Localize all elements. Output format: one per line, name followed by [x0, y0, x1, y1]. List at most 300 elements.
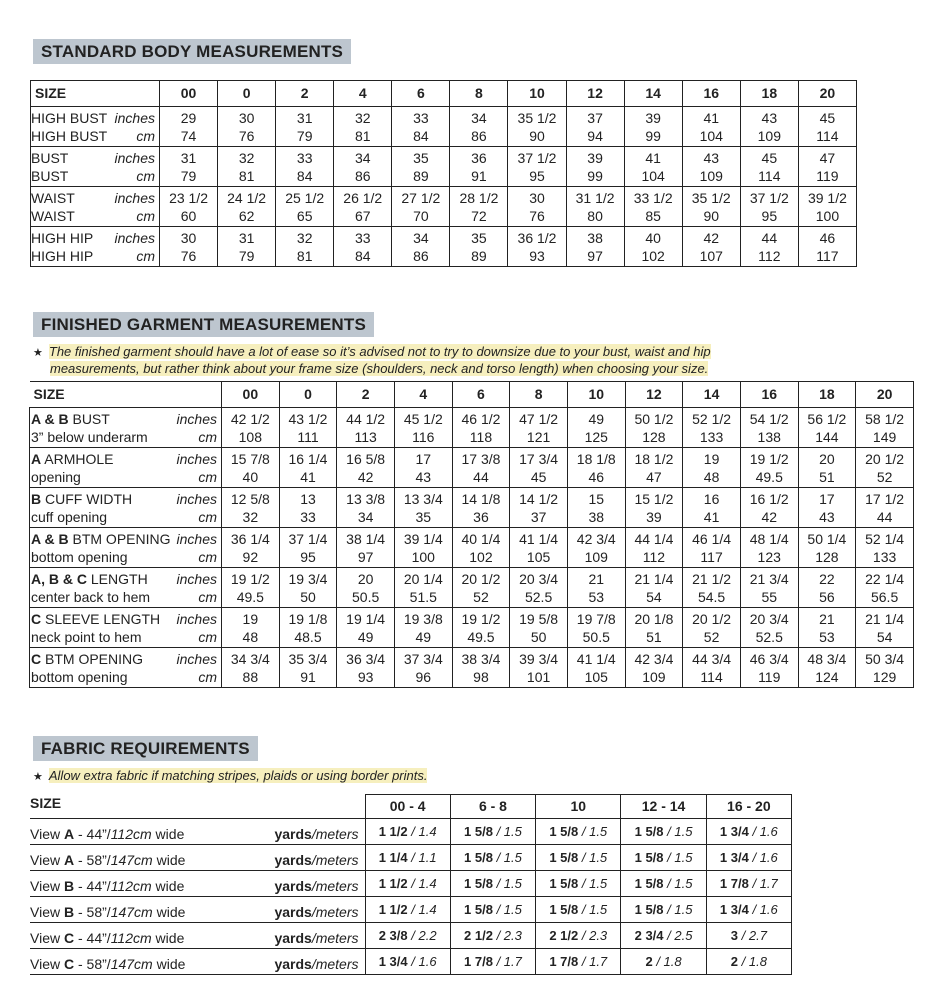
meters-value: / 1.5: [667, 824, 693, 839]
cm-value: 48: [703, 468, 720, 485]
wide-text: wide: [151, 930, 185, 946]
table-row: [30, 448, 914, 488]
table-cell: [536, 845, 621, 871]
inch-value: 31: [180, 149, 197, 166]
cm-value: 97: [587, 247, 603, 264]
table-row: [30, 897, 792, 923]
inch-value: 19 3/4: [288, 570, 328, 587]
inch-value: 17 1/2: [865, 490, 905, 507]
unit-label: [274, 930, 364, 947]
garment-measurements-title: FINISHED GARMENT MEASUREMENTS: [33, 312, 374, 337]
inch-value: 26 1/2: [343, 189, 383, 206]
inch-value: 33: [296, 149, 313, 166]
table-row: [30, 845, 792, 871]
table-cell: [798, 408, 856, 448]
table-cell: [337, 648, 395, 688]
table-cell: [452, 568, 510, 608]
size-col-header: 6 - 8: [450, 795, 535, 819]
table-row: [30, 528, 914, 568]
table-cell: [536, 949, 621, 975]
table-cell: [798, 227, 856, 267]
inch-value: 33: [354, 229, 371, 246]
size-col-header: 10: [508, 81, 566, 107]
table-cell: [567, 608, 625, 648]
table-cell: [740, 568, 798, 608]
meters-value: / 1.5: [581, 850, 608, 865]
table-cell: [394, 408, 452, 448]
cm-value: 86: [471, 127, 487, 144]
row-label: SLEEVE LENGTH: [41, 610, 161, 627]
table-cell: [334, 187, 392, 227]
size-col-header: 14: [683, 382, 741, 408]
table-cell: [621, 923, 706, 949]
meters-value: / 2.3: [496, 928, 522, 943]
table-row: [30, 648, 914, 688]
inch-value: 19 1/4: [346, 610, 386, 627]
inch-value: 15: [588, 490, 605, 507]
unit-label: cm: [136, 127, 155, 144]
view-letter: C: [63, 930, 75, 946]
unit-label: cm: [198, 628, 217, 645]
inch-value: 19 3/8: [403, 610, 443, 627]
row-sublabel: neck point to hem: [31, 628, 142, 645]
table-cell: [798, 568, 856, 608]
meters-unit: /meters: [311, 930, 359, 946]
cm-value: 52: [876, 468, 893, 485]
table-cell: [740, 107, 798, 147]
cm-value: 79: [296, 127, 313, 144]
cm-value: 100: [815, 207, 840, 224]
inch-value: 15 7/8: [230, 450, 270, 467]
size-col-header: 18: [798, 382, 856, 408]
size-col-header: 8: [510, 382, 568, 408]
table-cell: [392, 107, 450, 147]
unit-label: cm: [136, 247, 155, 264]
inch-value: 30: [238, 109, 255, 126]
inch-value: 35 1/2: [517, 109, 557, 126]
unit-label: inches: [176, 410, 217, 427]
cm-value: 108: [238, 428, 262, 445]
table-cell: [625, 528, 683, 568]
inch-value: 14 1/8: [461, 490, 501, 507]
table-cell: [740, 448, 798, 488]
size-col-header: 16 - 20: [706, 795, 791, 819]
unit-label: inches: [176, 570, 217, 587]
inch-value: 21 3/4: [749, 570, 789, 587]
table-cell: [510, 568, 568, 608]
meters-value: / 1.8: [741, 954, 767, 969]
row-label: BUST: [68, 410, 110, 427]
table-cell: [683, 528, 741, 568]
table-cell: [683, 648, 741, 688]
cm-value: 62: [238, 207, 255, 224]
table-cell: [624, 147, 682, 187]
cm-value: 118: [469, 428, 493, 445]
cm-value: 40: [242, 468, 259, 485]
table-cell: [856, 448, 914, 488]
table-cell: [450, 107, 508, 147]
table-cell: [621, 871, 706, 897]
table-cell: [706, 819, 791, 845]
view-letters: A & B: [31, 410, 69, 427]
table-cell: [160, 227, 218, 267]
measurement-label: [30, 408, 222, 448]
measurement-label: [31, 187, 160, 227]
wide-text: wide: [152, 904, 186, 920]
row-sublabel: center back to hem: [31, 588, 151, 605]
meters-value: / 1.4: [411, 824, 437, 839]
inch-value: 45: [761, 149, 778, 166]
cm-value: 80: [587, 207, 603, 224]
inch-value: 20 3/4: [519, 570, 559, 587]
table-cell: [279, 648, 337, 688]
width-cm: 112cm: [110, 930, 152, 946]
inch-value: 30: [529, 189, 545, 206]
width-cm: 112cm: [110, 826, 152, 842]
table-cell: [365, 845, 450, 871]
cm-value: 124: [815, 668, 839, 685]
table-cell: [510, 408, 568, 448]
inch-value: 42 3/4: [576, 530, 616, 547]
table-cell: [218, 187, 276, 227]
table-cell: [222, 488, 280, 528]
inch-value: 46: [819, 229, 836, 246]
yards-value: 1 5/8: [549, 902, 579, 917]
yards-value: 2: [730, 954, 738, 969]
inch-value: 37 3/4: [403, 650, 443, 667]
fabric-view-label: [30, 819, 365, 845]
inch-value: 38 1/4: [346, 530, 386, 547]
inch-value: 20 1/4: [403, 570, 443, 587]
meters-value: / 1.5: [496, 902, 522, 917]
unit-label: inches: [114, 229, 155, 246]
yards-unit: yards: [274, 904, 312, 920]
table-cell: [450, 897, 535, 923]
row-sublabel: 3” below underarm: [31, 428, 148, 445]
table-cell: [450, 147, 508, 187]
table-cell: [365, 819, 450, 845]
table-cell: [798, 608, 856, 648]
cm-value: 138: [757, 428, 781, 445]
cm-value: 76: [529, 207, 545, 224]
inch-value: 49: [588, 410, 605, 427]
width-cm: 147cm: [110, 852, 153, 868]
inch-value: 13: [300, 490, 316, 507]
cm-value: 90: [703, 207, 720, 224]
table-cell: [452, 408, 510, 448]
yards-value: 1 5/8: [549, 824, 579, 839]
cm-value: 44: [876, 508, 893, 525]
fabric-view-label: [30, 949, 365, 975]
unit-label: cm: [198, 508, 217, 525]
inch-value: 40 1/4: [461, 530, 501, 547]
row-label: BUST: [31, 149, 69, 166]
wide-text: wide: [151, 878, 185, 894]
inch-value: 38 3/4: [461, 650, 501, 667]
table-cell: [682, 227, 740, 267]
inch-value: 24 1/2: [227, 189, 267, 206]
inch-value: 44 3/4: [692, 650, 732, 667]
cm-value: 55: [761, 588, 778, 605]
table-cell: [392, 227, 450, 267]
meters-value: / 1.6: [411, 954, 437, 969]
row-label: HIGH BUST: [31, 109, 108, 126]
cm-value: 117: [700, 548, 723, 565]
cm-value: 38: [588, 508, 605, 525]
yards-value: 1 3/4: [719, 850, 749, 865]
meters-value: / 1.5: [496, 850, 522, 865]
fabric-view-label: [30, 923, 365, 949]
inch-value: 14 1/2: [519, 490, 559, 507]
inch-value: 32: [354, 109, 371, 126]
size-col-header: 2: [337, 382, 395, 408]
unit-label: cm: [136, 207, 155, 224]
table-cell: [452, 608, 510, 648]
table-cell: [222, 648, 280, 688]
yards-value: 1 1/2: [378, 876, 408, 891]
inch-value: 20: [819, 450, 835, 467]
inch-value: 47 1/2: [519, 410, 559, 427]
size-col-header: 12 - 14: [621, 795, 706, 819]
meters-value: / 1.5: [581, 902, 608, 917]
cm-value: 84: [296, 167, 313, 184]
cm-value: 91: [300, 668, 316, 685]
table-cell: [740, 528, 798, 568]
yards-value: 1 5/8: [634, 876, 664, 891]
inch-value: 32: [238, 149, 255, 166]
cm-value: 105: [584, 668, 608, 685]
body-measurements-title: STANDARD BODY MEASUREMENTS: [33, 39, 351, 64]
size-col-header: 6: [392, 81, 450, 107]
table-cell: [222, 608, 280, 648]
cm-value: 49: [357, 628, 374, 645]
row-label: LENGTH: [87, 570, 148, 587]
row-label: BTM OPENING: [68, 530, 171, 547]
meters-value: / 1.5: [496, 824, 522, 839]
table-cell: [625, 648, 683, 688]
table-cell: [798, 147, 856, 187]
yards-value: 2 3/4: [634, 928, 664, 943]
cm-value: 79: [180, 167, 197, 184]
inch-value: 30: [180, 229, 197, 246]
cm-value: 81: [238, 167, 255, 184]
cm-value: 51: [646, 628, 662, 645]
table-cell: [567, 448, 625, 488]
size-col-header: 8: [450, 81, 508, 107]
size-col-header: 10: [567, 382, 625, 408]
table-cell: [222, 448, 280, 488]
size-col-header: 6: [452, 382, 510, 408]
table-row: [30, 608, 914, 648]
yards-value: 1 3/4: [378, 954, 408, 969]
inch-value: 39 1/4: [403, 530, 443, 547]
cm-value: 42: [357, 468, 374, 485]
inch-value: 22 1/4: [865, 570, 905, 587]
inch-value: 20 1/2: [461, 570, 501, 587]
view-letters: A & B: [31, 530, 69, 547]
cm-value: 144: [815, 428, 839, 445]
size-col-header: 20: [798, 81, 856, 107]
cm-value: 52.5: [755, 628, 783, 645]
table-cell: [740, 147, 798, 187]
view-letters: A, B & C: [31, 570, 87, 587]
cm-value: 90: [529, 127, 545, 144]
table-cell: [567, 648, 625, 688]
cm-value: 96: [415, 668, 432, 685]
inch-value: 58 1/2: [865, 410, 905, 427]
unit-label: cm: [198, 428, 217, 445]
cm-value: 114: [758, 167, 781, 184]
inch-value: 45: [819, 109, 836, 126]
cm-value: 91: [471, 167, 487, 184]
view-prefix: View: [30, 904, 64, 920]
inch-value: 34 3/4: [230, 650, 270, 667]
table-cell: [567, 408, 625, 448]
inch-value: 17 3/4: [519, 450, 559, 467]
yards-value: 1 3/4: [719, 824, 749, 839]
inch-value: 50 3/4: [865, 650, 905, 667]
inch-value: 37 1/2: [517, 149, 557, 166]
fabric-view-label: [30, 871, 365, 897]
cm-value: 54: [876, 628, 893, 645]
inch-value: 20 3/4: [749, 610, 789, 627]
table-cell: [856, 408, 914, 448]
inch-value: 52 1/2: [692, 410, 732, 427]
inch-value: 20 1/2: [692, 610, 732, 627]
table-cell: [706, 923, 791, 949]
cm-value: 67: [354, 207, 371, 224]
table-cell: [683, 448, 741, 488]
inch-value: 20: [357, 570, 374, 587]
inch-value: 42 1/2: [230, 410, 270, 427]
view-prefix: View: [30, 878, 64, 894]
meters-unit: /meters: [311, 852, 359, 868]
table-cell: [621, 819, 706, 845]
cm-value: 46: [588, 468, 605, 485]
row-label: WAIST: [31, 189, 75, 206]
inch-value: 46 3/4: [749, 650, 789, 667]
inch-value: 19 5/8: [519, 610, 559, 627]
table-cell: [856, 528, 914, 568]
table-cell: [337, 528, 395, 568]
table-cell: [621, 949, 706, 975]
row-label: ARMHOLE: [41, 450, 114, 467]
cm-value: 114: [816, 127, 839, 144]
cm-value: 50.5: [352, 588, 380, 605]
meters-value: / 1.5: [496, 876, 522, 891]
inch-value: 35 1/2: [691, 189, 731, 206]
table-cell: [740, 608, 798, 648]
inch-value: 39: [587, 149, 603, 166]
inch-value: 36 1/4: [230, 530, 270, 547]
inch-value: 37 1/4: [288, 530, 328, 547]
size-header: SIZE: [31, 81, 160, 107]
table-cell: [452, 448, 510, 488]
inch-value: 31 1/2: [575, 189, 615, 206]
table-cell: [450, 227, 508, 267]
star-icon: ★: [33, 347, 43, 359]
measurement-label: [30, 608, 222, 648]
unit-label: cm: [198, 588, 217, 605]
row-sublabel: bottom opening: [31, 548, 128, 565]
table-cell: [337, 608, 395, 648]
table-cell: [740, 408, 798, 448]
view-prefix: View: [30, 930, 64, 946]
table-cell: [279, 608, 337, 648]
inch-value: 21 1/4: [634, 570, 674, 587]
width-inches: - 44”/: [74, 878, 111, 894]
inch-value: 40: [645, 229, 661, 246]
inch-value: 36 1/2: [517, 229, 557, 246]
yards-value: 2 1/2: [549, 928, 579, 943]
yards-value: 1 5/8: [464, 824, 493, 839]
unit-label: cm: [136, 167, 155, 184]
row-label: HIGH HIP: [31, 247, 94, 264]
unit-label: inches: [114, 189, 155, 206]
cm-value: 41: [300, 468, 316, 485]
table-cell: [394, 568, 452, 608]
inch-value: 46 1/2: [461, 410, 501, 427]
cm-value: 93: [529, 247, 545, 264]
table-cell: [621, 897, 706, 923]
table-cell: [394, 528, 452, 568]
view-prefix: View: [30, 826, 64, 842]
cm-value: 65: [296, 207, 313, 224]
yards-value: 2 1/2: [464, 928, 493, 943]
inch-value: 16 1/2: [749, 490, 789, 507]
inch-value: 42: [703, 229, 720, 246]
table-cell: [856, 648, 914, 688]
table-row: [31, 187, 857, 227]
row-label: BTM OPENING: [41, 650, 144, 667]
meters-value: / 1.5: [667, 902, 693, 917]
table-cell: [624, 107, 682, 147]
inch-value: 18 1/8: [576, 450, 616, 467]
cm-value: 54.5: [697, 588, 726, 605]
inch-value: 41: [703, 109, 720, 126]
inch-value: 13 3/4: [403, 490, 443, 507]
cm-value: 37: [530, 508, 547, 525]
meters-value: / 1.5: [667, 850, 693, 865]
table-cell: [798, 107, 856, 147]
meters-value: / 1.6: [752, 850, 778, 865]
table-cell: [856, 568, 914, 608]
inch-value: 19 1/8: [288, 610, 328, 627]
cm-value: 112: [758, 247, 781, 264]
cm-value: 43: [819, 508, 835, 525]
cm-value: 34: [357, 508, 374, 525]
size-col-header: 0: [279, 382, 337, 408]
cm-value: 50: [300, 588, 316, 605]
size-col-header: 10: [536, 795, 621, 819]
unit-label: inches: [114, 149, 155, 166]
inch-value: 41 1/4: [519, 530, 559, 547]
cm-value: 97: [357, 548, 374, 565]
inch-value: 19: [242, 610, 259, 627]
inch-value: 13 3/8: [346, 490, 386, 507]
cm-value: 53: [588, 588, 605, 605]
inch-value: 17 3/8: [461, 450, 501, 467]
cm-value: 79: [238, 247, 255, 264]
yards-unit: yards: [274, 878, 312, 894]
inch-value: 38: [587, 229, 603, 246]
inch-value: 35: [413, 149, 429, 166]
table-cell: [279, 448, 337, 488]
table-cell: [798, 187, 856, 227]
cm-value: 109: [699, 167, 723, 184]
inch-value: 43 1/2: [288, 410, 328, 427]
measurement-label: [30, 568, 222, 608]
